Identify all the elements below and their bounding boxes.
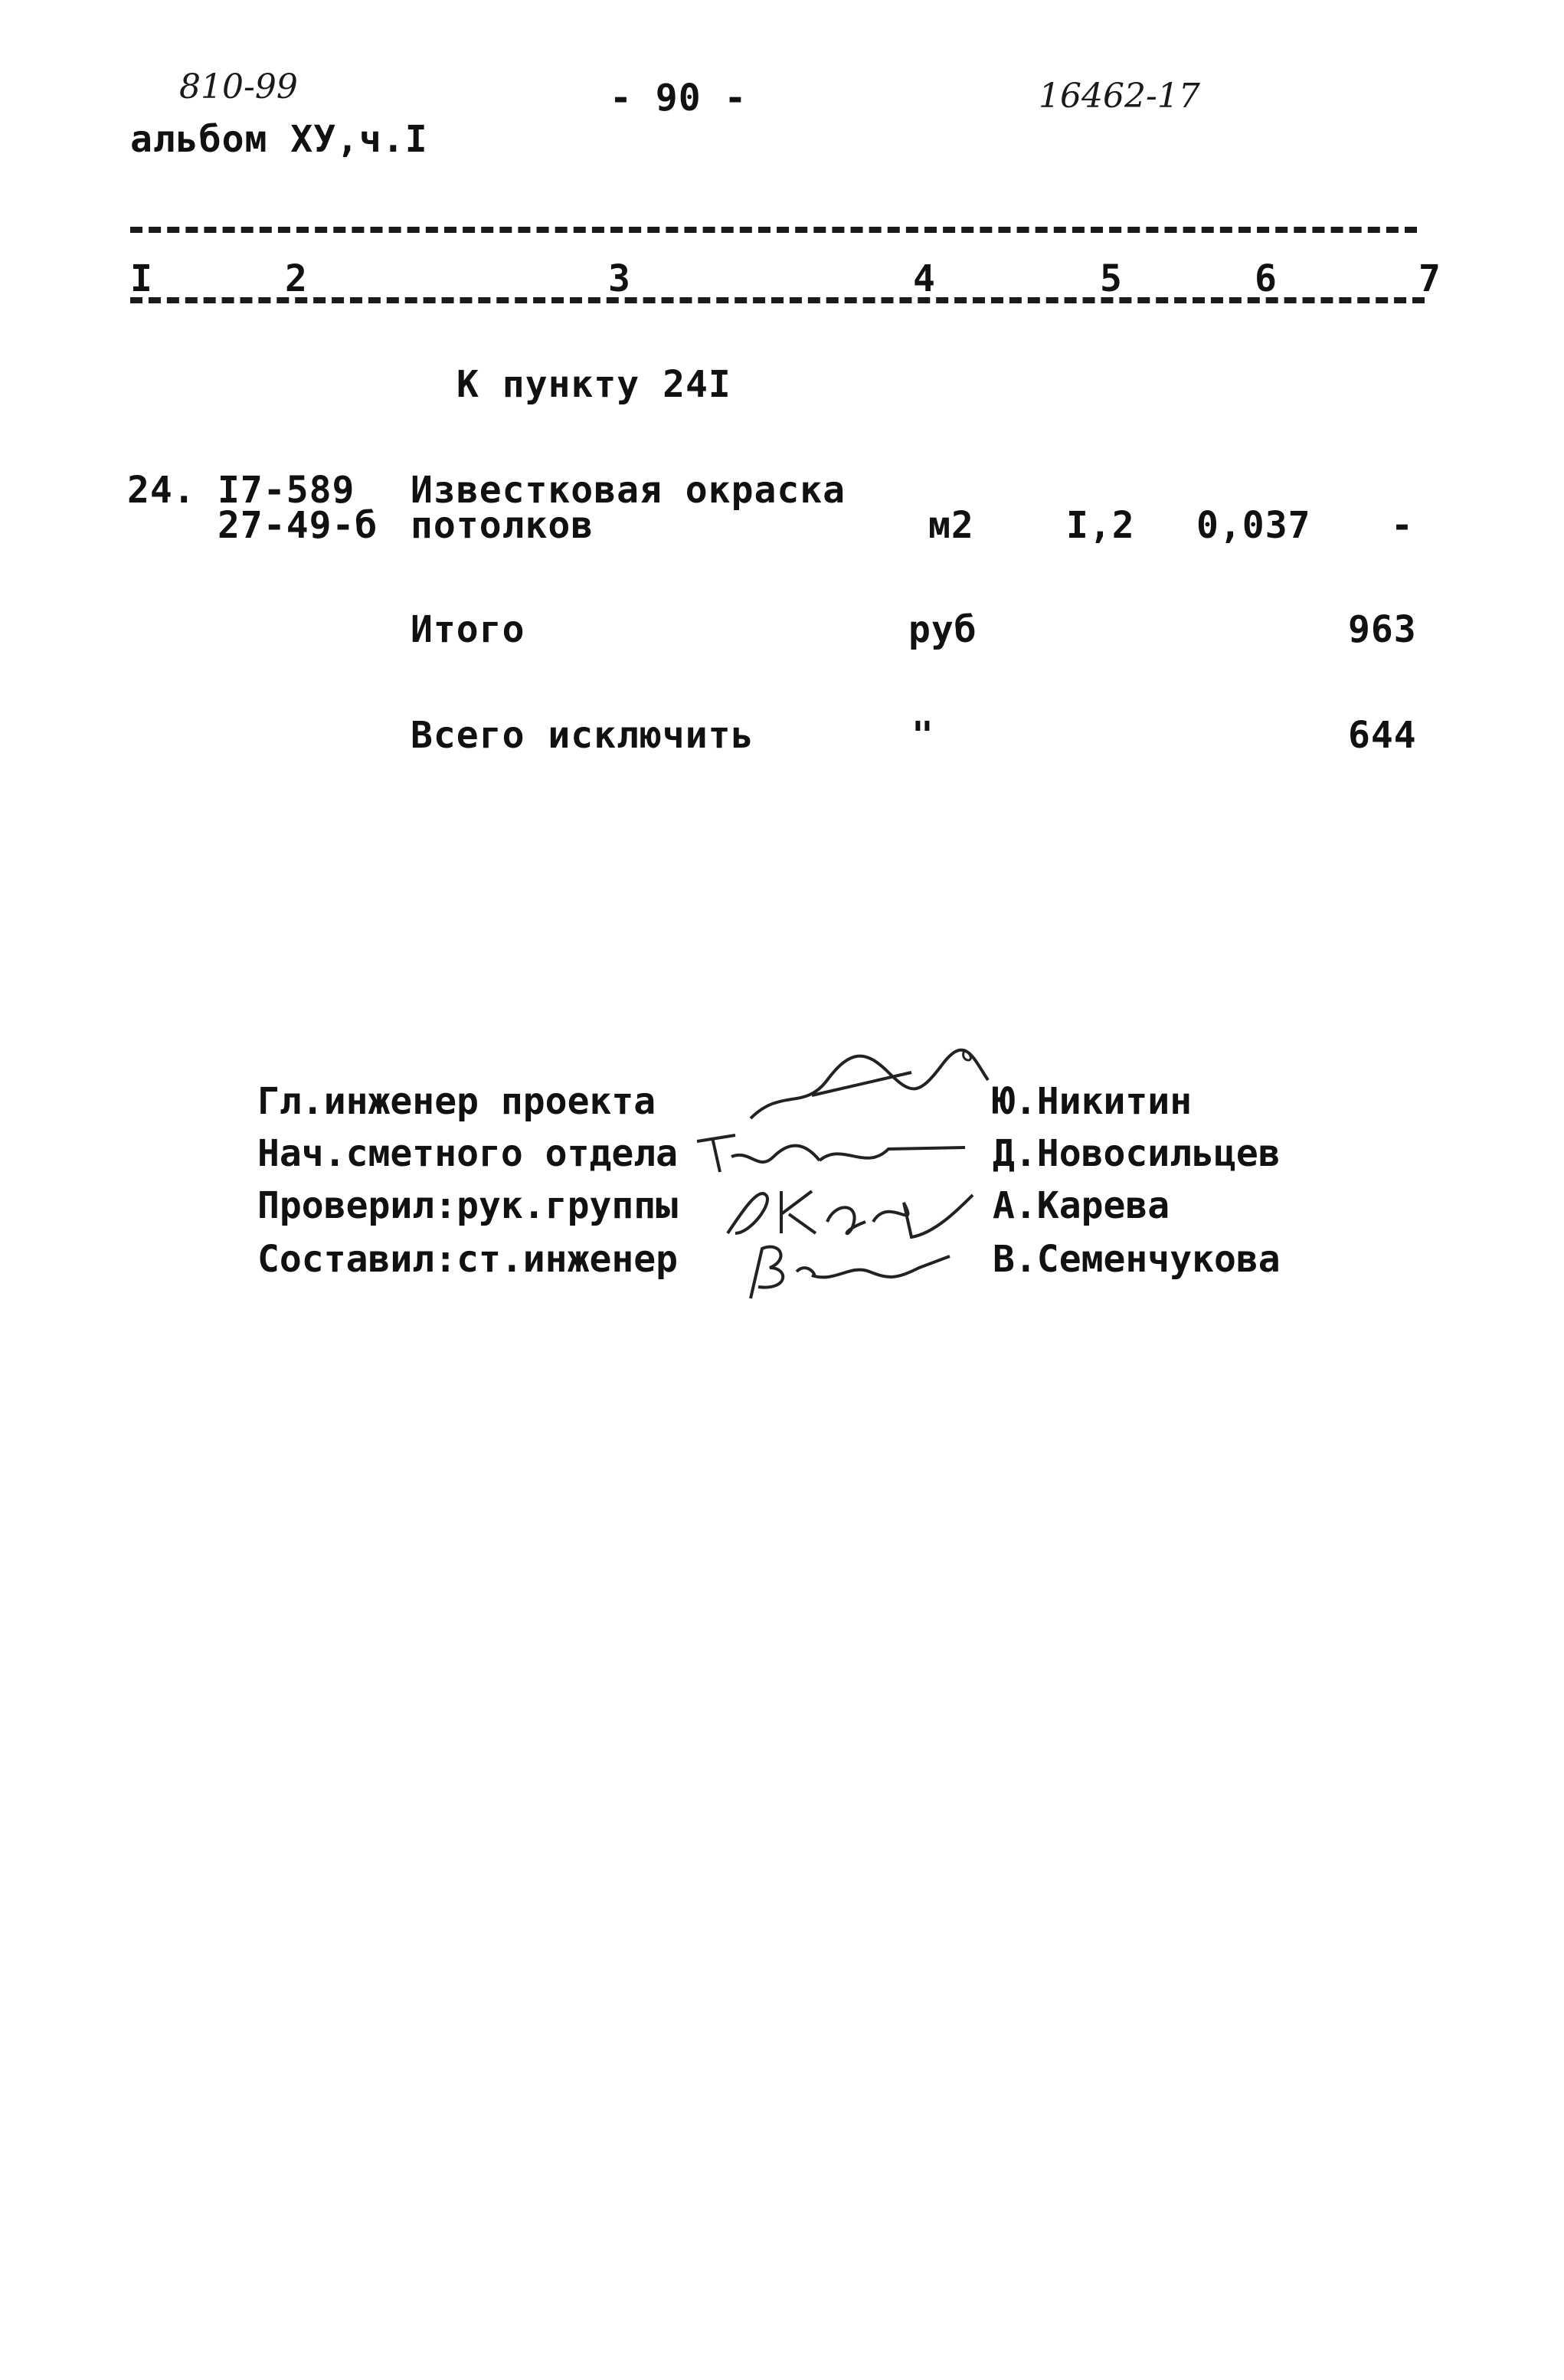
exclude-total-unit: " (911, 714, 934, 757)
handwritten-signature-3 (712, 1180, 988, 1241)
signature-role-estimate-head: Нач.сметного отдела (257, 1132, 679, 1175)
row-number: 24. (127, 469, 196, 512)
column-number-3: 3 (604, 260, 635, 297)
row-description-line-2: потолков (411, 504, 594, 547)
doc-code-handwritten: 16462-17 (1039, 77, 1200, 116)
column-number-5: 5 (1095, 260, 1127, 297)
page-number: - 90 - (610, 77, 748, 119)
signature-name-nikitin: Ю.Никитин (993, 1080, 1193, 1123)
row-unit: м2 (928, 504, 974, 547)
total-unit: руб (908, 608, 977, 651)
row-code-1: I7-589 (218, 469, 355, 512)
handwritten-signature-2 (689, 1126, 980, 1187)
row-quantity: I,2 (1066, 504, 1135, 547)
column-number-2: 2 (280, 260, 312, 297)
column-number-7: 7 (1414, 260, 1441, 297)
signature-role-chief-engineer: Гл.инженер проекта (257, 1080, 656, 1123)
album-label: альбом ХУ,ч.I (130, 118, 428, 161)
signature-role-engineer: Составил:ст.инженер (257, 1238, 679, 1281)
row-rate: 0,037 (1196, 504, 1311, 547)
signature-name-semenchukova: В.Семенчукова (993, 1238, 1281, 1281)
total-label: Итого (411, 608, 525, 651)
row-amount: - (1391, 504, 1414, 547)
signature-name-kareva: А.Карева (993, 1184, 1170, 1227)
total-value: 963 (1348, 608, 1417, 651)
column-dashed-rule (130, 297, 1425, 303)
album-code-handwritten: 810-99 (179, 67, 298, 106)
exclude-total-label: Всего исключить (411, 714, 754, 757)
row-code-2: 27-49-б (218, 504, 378, 547)
signature-name-novosiltsev: Д.Новосильцев (993, 1132, 1281, 1175)
row-description-line-1: Известковая окраска (411, 469, 846, 512)
column-number-6: 6 (1250, 260, 1281, 297)
handwritten-signature-1 (735, 1042, 996, 1126)
handwritten-signature-4 (735, 1233, 965, 1302)
column-number-4: 4 (908, 260, 940, 297)
signature-role-group-lead: Проверил:рук.группы (257, 1184, 679, 1227)
header-dashed-rule (130, 227, 1417, 233)
column-numbers-row (130, 257, 1448, 306)
column-number-1: I (130, 260, 159, 297)
section-title: К пункту 24I (456, 363, 731, 406)
exclude-total-value: 644 (1348, 714, 1417, 757)
